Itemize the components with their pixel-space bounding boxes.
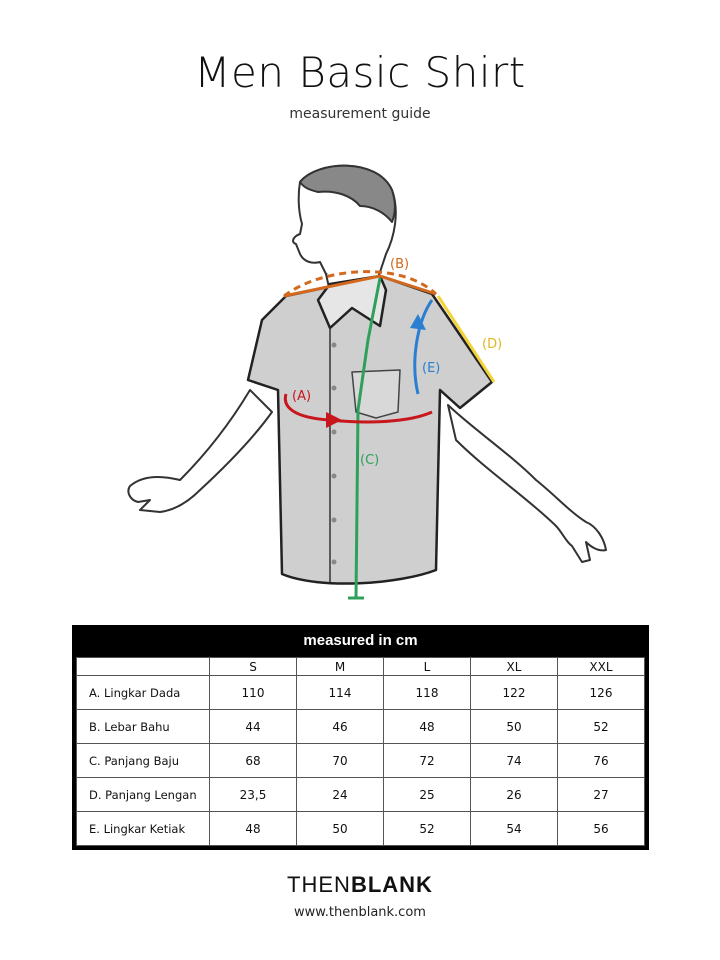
row-label: E. Lingkar Ketiak [77, 812, 210, 846]
table-cell: 50 [297, 812, 384, 846]
table-cell: 110 [210, 676, 297, 710]
label-e: (E) [422, 361, 441, 376]
table-cell: 76 [558, 744, 645, 778]
header-empty-cell [77, 658, 210, 676]
page-title: Men Basic Shirt [194, 48, 526, 97]
label-d: (D) [482, 337, 503, 352]
size-header: S [210, 658, 297, 676]
label-a: (A) [292, 389, 312, 404]
table-row [77, 812, 645, 846]
page-subtitle: measurement guide [289, 106, 431, 122]
size-header: XL [471, 658, 558, 676]
table-row [77, 710, 645, 744]
row-label: A. Lingkar Dada [77, 676, 210, 710]
table-cell: 52 [558, 710, 645, 744]
brand-part-blank: BLANK [350, 872, 433, 897]
table-cell: 46 [297, 710, 384, 744]
table-cell: 52 [384, 812, 471, 846]
table-row [77, 778, 645, 812]
table-cell: 50 [471, 710, 558, 744]
label-b: (B) [390, 257, 410, 272]
table-cell: 26 [471, 778, 558, 812]
size-grid [76, 657, 645, 846]
table-heading: measured in cm [303, 632, 418, 649]
table-cell: 54 [471, 812, 558, 846]
table-cell: 126 [558, 676, 645, 710]
table-cell: 48 [384, 710, 471, 744]
table-cell: 44 [210, 710, 297, 744]
row-label: D. Panjang Lengan [77, 778, 210, 812]
table-cell: 122 [471, 676, 558, 710]
size-header: M [297, 658, 384, 676]
table-cell: 25 [384, 778, 471, 812]
table-row [77, 676, 645, 710]
table-cell: 68 [210, 744, 297, 778]
table-cell: 74 [471, 744, 558, 778]
size-header-row [77, 658, 645, 676]
table-cell: 114 [297, 676, 384, 710]
table-cell: 70 [297, 744, 384, 778]
row-label: B. Lebar Bahu [77, 710, 210, 744]
row-label: C. Panjang Baju [77, 744, 210, 778]
shirt-measurement-illustration [0, 150, 720, 610]
brand-part-then: THEN [287, 872, 351, 897]
table-cell: 48 [210, 812, 297, 846]
size-table [72, 625, 649, 850]
brand-logo [0, 872, 720, 898]
table-cell: 24 [297, 778, 384, 812]
table-cell: 23,5 [210, 778, 297, 812]
size-header: L [384, 658, 471, 676]
table-row [77, 744, 645, 778]
website-link[interactable]: www.thenblank.com [294, 905, 426, 920]
table-cell: 56 [558, 812, 645, 846]
table-cell: 72 [384, 744, 471, 778]
size-header: XXL [558, 658, 645, 676]
table-cell: 27 [558, 778, 645, 812]
table-cell: 118 [384, 676, 471, 710]
label-c: (C) [360, 453, 380, 468]
